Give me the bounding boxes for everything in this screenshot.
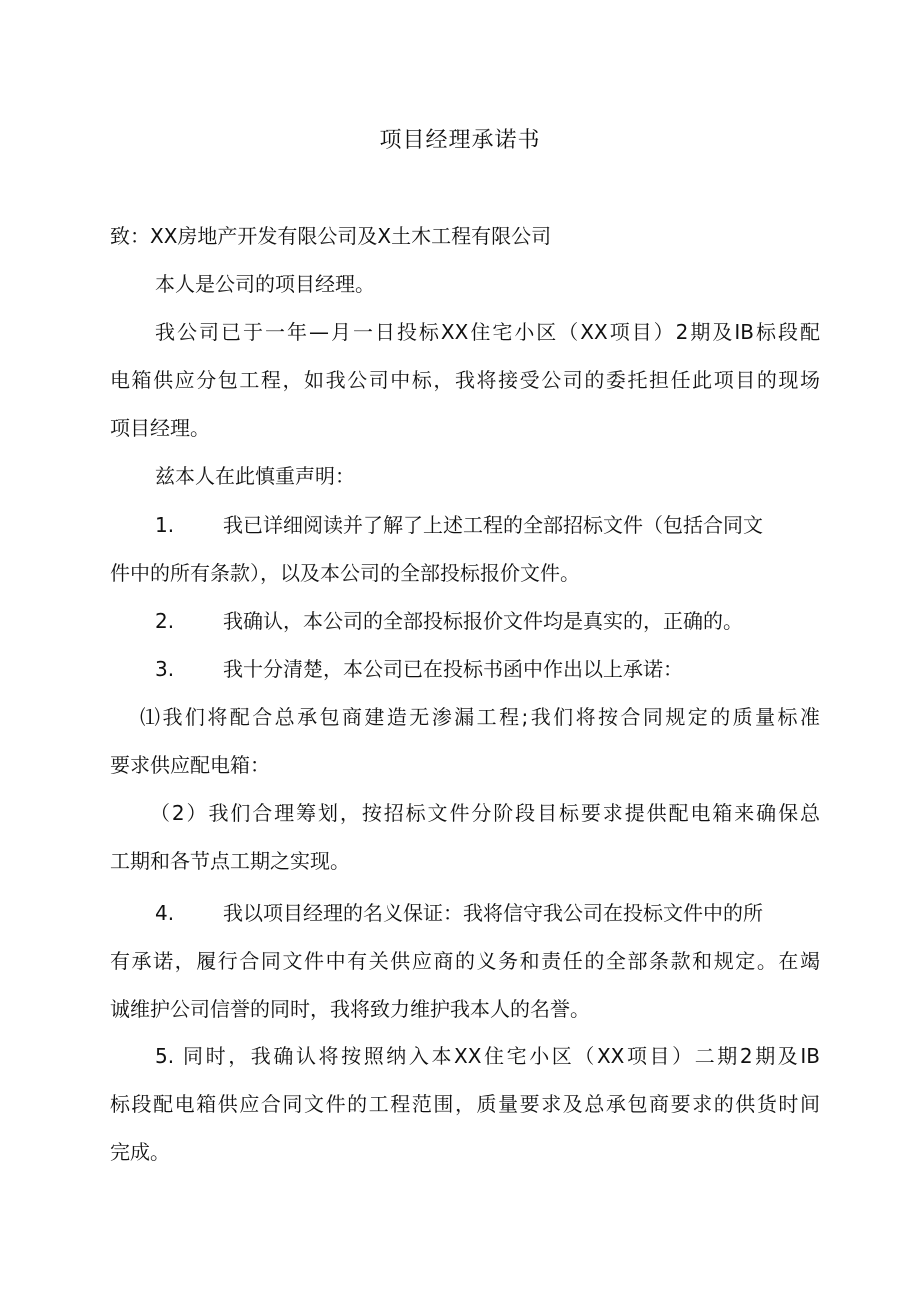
list-item-3-number: 3. <box>155 657 175 681</box>
list-item-4-number: 4. <box>155 901 175 925</box>
declaration-heading: 兹本人在此慎重声明： <box>155 464 355 488</box>
list-item-1 <box>155 511 820 539</box>
bid-paragraph-line-2: 电箱供应分包工程，如我公司中标，我将接受公司的委托担任此项目的现场 <box>110 368 820 392</box>
list-item-5-line-3: 完成。 <box>110 1140 170 1164</box>
sub-item-2-line-1: （2）我们合理筹划，按招标文件分阶段目标要求提供配电箱来确保总 <box>150 801 820 825</box>
list-item-1-text: 我已详细阅读并了解了上述工程的全部招标文件（包括合同文 <box>223 513 763 537</box>
list-item-2 <box>155 607 820 635</box>
sub-item-1-line-1: ⑴我们将配合总承包商建造无渗漏工程;我们将按合同规定的质量标准 <box>140 705 820 729</box>
list-item-4-line-3: 诚维护公司信誉的同时，我将致力维护我本人的名誉。 <box>110 997 590 1021</box>
list-item-4-line-2: 有承诺，履行合同文件中有关供应商的义务和责任的全部条款和规定。在竭 <box>110 949 820 973</box>
bid-paragraph-line-1: 我公司已于一年—月一日投标XX住宅小区（XX项目）2期及IB标段配 <box>155 320 820 344</box>
bid-paragraph-line-3: 项目经理。 <box>110 416 210 440</box>
list-item-3 <box>155 655 820 683</box>
document-title: 项目经理承诺书 <box>379 128 541 153</box>
sub-item-2-line-2: 工期和各节点工期之实现。 <box>110 849 350 873</box>
list-item-2-number: 2. <box>155 609 175 633</box>
list-item-5-line-2: 标段配电箱供应合同文件的工程范围，质量要求及总承包商要求的供货时间 <box>110 1092 820 1116</box>
list-item-5-line-1: 5. 同时，我确认将按照纳入本XX住宅小区（XX项目）二期2期及IB <box>155 1044 820 1068</box>
list-item-1-continuation: 件中的所有条款），以及本公司的全部投标报价文件。 <box>110 561 580 585</box>
list-item-1-number: 1. <box>155 513 175 537</box>
list-item-4-text: 我以项目经理的名义保证：我将信守我公司在投标文件中的所 <box>223 901 763 925</box>
list-item-2-text: 我确认，本公司的全部投标报价文件均是真实的，正确的。 <box>223 609 743 633</box>
addressee-line: 致：XX房地产开发有限公司及X土木工程有限公司 <box>110 224 552 248</box>
sub-item-1-line-2: 要求供应配电箱： <box>110 753 270 777</box>
intro-paragraph: 本人是公司的项目经理。 <box>155 272 375 296</box>
list-item-4 <box>155 899 820 927</box>
list-item-3-text: 我十分清楚，本公司已在投标书函中作出以上承诺： <box>223 657 683 681</box>
